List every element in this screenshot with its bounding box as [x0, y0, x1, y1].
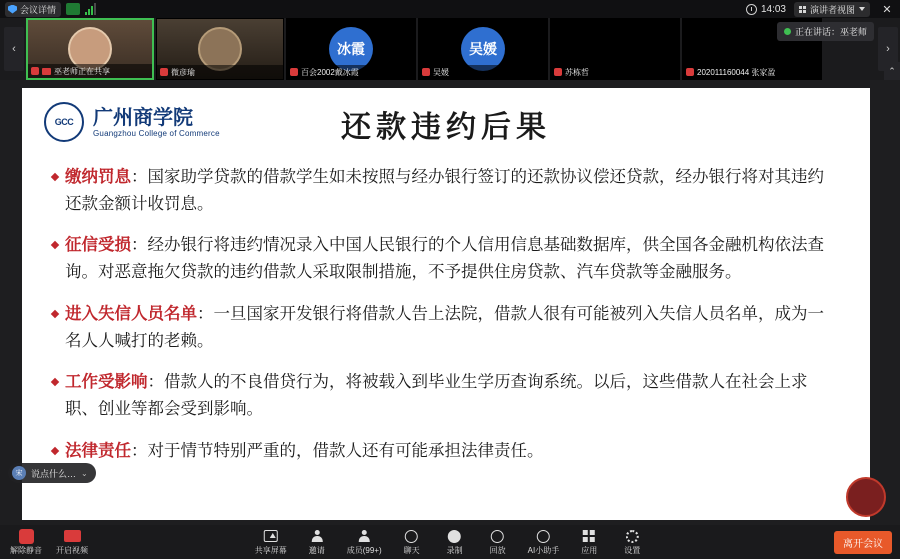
bullet-marker-icon	[51, 310, 59, 318]
bullet-body: 借款人的不良借贷行为，将被载入到毕业生学历查询系统。以后，这些借款人在社会上求职、创业等都会受到影响。	[65, 373, 808, 419]
bullet-text	[65, 232, 834, 285]
bullet-separator: ：	[197, 304, 214, 323]
signal-icon[interactable]	[85, 3, 101, 15]
participant-tile[interactable]	[550, 18, 680, 80]
bullet-marker-icon	[51, 447, 59, 455]
chat-placeholder: 说点什么…	[31, 468, 77, 479]
clock-icon	[746, 4, 757, 15]
view-mode-selector[interactable]	[794, 2, 870, 17]
toolbar-right-group	[834, 531, 900, 554]
apps-button[interactable]	[576, 529, 602, 556]
leave-meeting-button[interactable]: 离开会议	[834, 531, 892, 554]
participant-tiles	[24, 18, 878, 80]
slide-bullet	[52, 369, 834, 422]
unmute-button[interactable]	[10, 529, 42, 556]
participant-tile[interactable]	[286, 18, 416, 80]
close-icon[interactable]: ✕	[882, 3, 892, 16]
invite-button[interactable]	[304, 529, 330, 556]
avatar: 宋	[12, 466, 26, 480]
participants-icon	[356, 529, 373, 544]
playback-button[interactable]	[485, 529, 511, 556]
participant-tile[interactable]	[156, 18, 284, 80]
playback-icon	[489, 529, 506, 544]
slide-body	[22, 142, 870, 464]
bullet-keyword: 进入失信人员名单	[65, 304, 197, 323]
participants-button[interactable]	[347, 529, 382, 556]
meeting-toolbar	[0, 525, 900, 559]
crest-icon: GCC	[44, 102, 84, 142]
ai-assistant-label: AI小助手	[527, 545, 560, 555]
bullet-marker-icon	[51, 378, 59, 386]
university-name-en: Guangzhou College of Commerce	[93, 128, 220, 138]
filmstrip-next-button[interactable]: ›	[878, 27, 898, 71]
chat-label: 聊天	[403, 545, 420, 555]
toolbar-left-group	[0, 529, 88, 556]
toolbar-center-group	[255, 529, 645, 556]
start-video-button[interactable]	[56, 529, 88, 556]
share-screen-button[interactable]	[255, 529, 287, 556]
record-icon	[446, 529, 463, 544]
bullet-text	[65, 301, 834, 354]
bullet-keyword: 工作受影响	[65, 373, 148, 392]
microphone-muted-icon	[554, 68, 562, 76]
slide-title: 还款违约后果	[341, 111, 551, 144]
slide-bullet	[52, 301, 834, 354]
ai-assistant-button[interactable]	[528, 529, 560, 556]
camera-off-icon	[64, 529, 81, 544]
meeting-timer	[746, 4, 786, 15]
bullet-keyword: 法律责任	[65, 441, 131, 460]
encryption-lock-icon[interactable]	[66, 3, 80, 15]
avatar: 吴媛	[461, 27, 505, 71]
microphone-muted-icon	[686, 68, 694, 76]
bullet-text	[65, 369, 834, 422]
bullet-body: 一旦国家开发银行将借款人告上法院，借款人很有可能被列入失信人员名单，成为一名人人喊打的老赖。	[65, 304, 824, 350]
shared-screen-stage	[0, 80, 900, 525]
chat-button[interactable]	[399, 529, 425, 556]
chat-input-bubble[interactable]	[8, 463, 96, 483]
settings-button[interactable]	[619, 529, 645, 556]
record-button[interactable]	[442, 529, 468, 556]
bullet-body: 国家助学贷款的借款学生如未按照与经办银行签订的还款协议偿还贷款，经办银行将对其违约还款金额计收罚息。	[65, 168, 824, 213]
speaking-tooltip-text: 正在讲话：巫老师	[794, 27, 867, 37]
slide-bullet	[52, 232, 834, 285]
microphone-muted-icon	[18, 529, 35, 544]
share-screen-label: 共享屏幕	[254, 545, 287, 555]
ai-assistant-icon	[535, 529, 552, 544]
record-label: 录制	[446, 545, 463, 555]
chat-icon	[403, 529, 420, 544]
invite-label: 邀请	[308, 545, 325, 555]
bullet-marker-icon	[51, 173, 59, 181]
participants-label: 成员(99+)	[346, 545, 382, 555]
microphone-muted-icon	[31, 67, 39, 75]
chevron-down-icon[interactable]: ⌄	[81, 468, 88, 478]
unmute-label: 解除静音	[10, 545, 42, 555]
university-name-cn: 广州商学院	[93, 106, 193, 129]
view-mode-label: 演讲者视图	[809, 4, 855, 15]
participant-name: 微彦瑜	[171, 67, 195, 77]
meeting-time: 14:03	[760, 3, 786, 15]
slide-bullet	[52, 164, 834, 217]
participant-name-bar	[419, 65, 547, 79]
bullet-body: 对于情节特别严重的，借款人还有可能承担法律责任。	[147, 441, 544, 460]
settings-label: 设置	[624, 545, 641, 555]
grid-icon	[799, 6, 806, 13]
participant-name-bar	[157, 65, 283, 79]
microphone-muted-icon	[290, 68, 298, 76]
title-bar-right	[746, 0, 900, 18]
bullet-separator: ：	[131, 168, 148, 186]
start-video-label: 开启视频	[56, 545, 88, 555]
apps-icon	[581, 529, 598, 544]
bullet-text	[65, 164, 834, 217]
bullet-text	[65, 438, 834, 465]
title-bar	[0, 0, 900, 18]
participant-name: 巫老师正在共享	[54, 66, 110, 76]
playback-label: 回放	[489, 545, 506, 555]
speaking-tooltip	[777, 22, 874, 41]
settings-gear-icon	[624, 529, 641, 544]
participant-name-bar	[287, 65, 415, 79]
participant-tile[interactable]	[418, 18, 548, 80]
bullet-marker-icon	[51, 241, 59, 249]
bullet-separator: ：	[131, 236, 148, 255]
microphone-muted-icon	[422, 68, 430, 76]
participant-name: 吴媛	[433, 67, 449, 77]
title-bar-left	[0, 2, 101, 17]
share-screen-icon	[262, 529, 279, 544]
participant-name-bar	[551, 65, 679, 79]
avatar: 冰霞	[329, 27, 373, 71]
participant-filmstrip	[0, 18, 900, 80]
participant-tile[interactable]	[26, 18, 154, 80]
speaking-indicator-icon	[784, 28, 791, 35]
participant-name: 202011160044 张家盈	[697, 67, 776, 77]
bullet-keyword: 征信受损	[65, 236, 131, 255]
filmstrip-collapse-button[interactable]: ⌃	[884, 62, 900, 80]
recording-indicator	[846, 477, 886, 517]
microphone-muted-icon	[160, 68, 168, 76]
slide-header	[22, 88, 870, 142]
filmstrip-prev-button[interactable]: ‹	[4, 27, 24, 71]
shield-icon	[8, 5, 17, 14]
participant-name-bar	[28, 64, 152, 78]
camera-icon	[42, 68, 51, 75]
meeting-detail-button[interactable]	[5, 2, 61, 17]
bullet-separator: ：	[131, 441, 148, 460]
meeting-detail-label: 会议详情	[20, 4, 57, 15]
bullet-keyword: 缴纳罚息	[65, 168, 131, 186]
participant-name-bar	[683, 65, 821, 79]
invite-person-icon	[308, 529, 325, 544]
chevron-down-icon	[859, 7, 865, 11]
participant-name: 苏栋哲	[565, 67, 589, 77]
presentation-slide	[22, 88, 870, 520]
bullet-separator: ：	[147, 373, 164, 392]
apps-label: 应用	[581, 545, 598, 555]
slide-bullet	[52, 438, 834, 465]
participant-name: 百会2002戴冰霞	[301, 67, 359, 77]
bullet-body: 经办银行将违约情况录入中国人民银行的个人信用信息基础数据库，供全国各金融机构依法查询。对恶意拖欠贷款的违约借款人采取限制措施，不予提供住房贷款、汽车贷款等金融服务。	[65, 236, 824, 282]
